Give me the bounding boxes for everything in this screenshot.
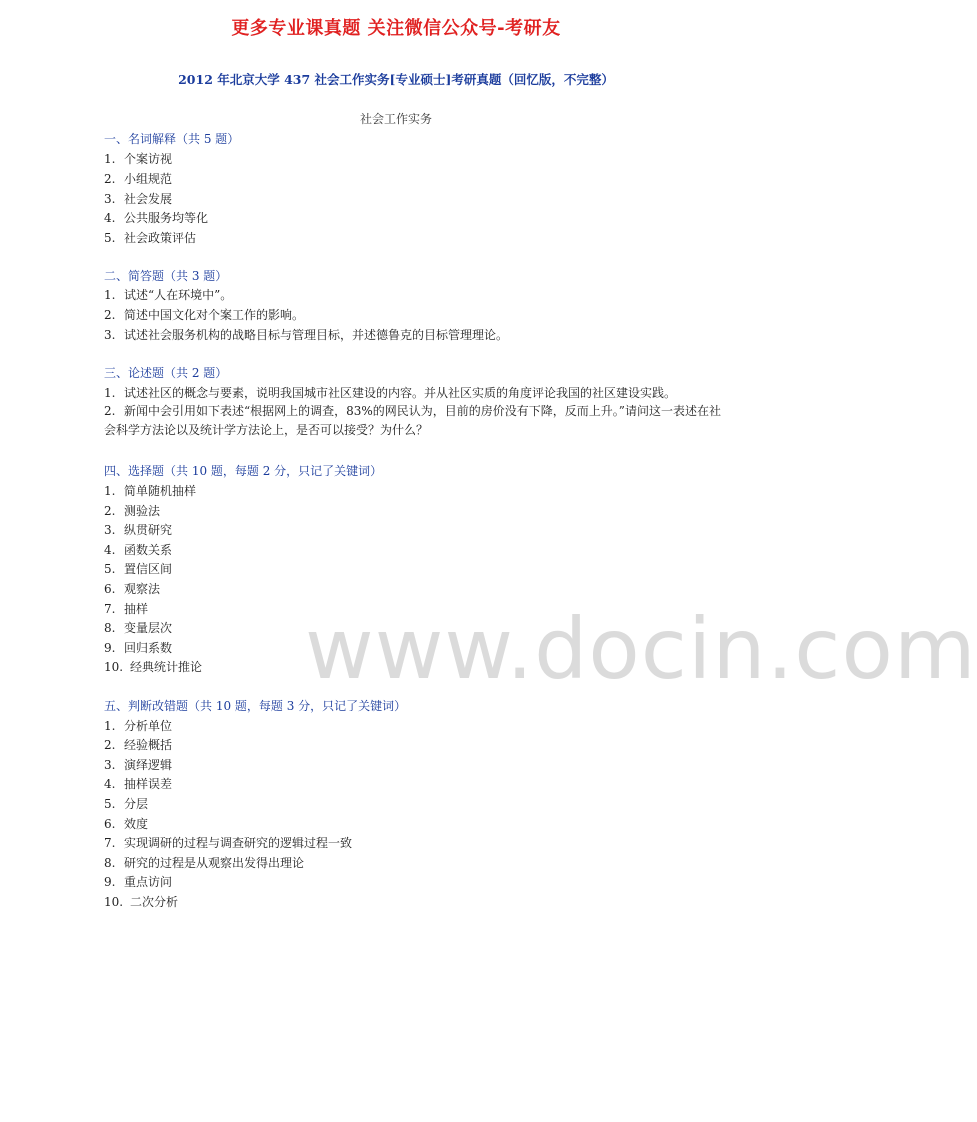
list-item: 2. 经验概括 (104, 738, 173, 752)
list-item: 1. 个案访视 (104, 152, 173, 166)
section-heading-3: 三、论述题（共 2 题） (104, 366, 228, 380)
list-item: 3. 社会发展 (104, 192, 173, 206)
list-item: 9. 回归系数 (104, 641, 173, 655)
list-item: 1. 分析单位 (104, 719, 173, 733)
list-item: 8. 变量层次 (104, 621, 173, 635)
list-item: 1. 试述社区的概念与要素，说明我国城市社区建设的内容。并从社区实质的角度评论我国的社区建设实践。 (104, 386, 677, 400)
list-item: 2. 测验法 (104, 504, 161, 518)
list-item: 7. 实现调研的过程与调查研究的逻辑过程一致 (104, 836, 353, 850)
list-item: 1. 简单随机抽样 (104, 484, 197, 498)
section-heading-5: 五、判断改错题（共 10 题，每题 3 分，只记了关键词） (104, 699, 407, 713)
list-item: 3. 试述社会服务机构的战略目标与管理目标，并述德鲁克的目标管理理论。 (104, 328, 509, 342)
list-item: 4. 抽样误差 (104, 777, 173, 791)
section-heading-2: 二、简答题（共 3 题） (104, 269, 228, 283)
document-title: 2012 年北京大学 437 社会工作实务[专业硕士]考研真题（回忆版，不完整） (178, 72, 614, 87)
promo-banner: 更多专业课真题 关注微信公众号-考研友 (231, 18, 561, 39)
list-item: 4. 公共服务均等化 (104, 211, 209, 225)
list-item: 5. 置信区间 (104, 562, 173, 576)
watermark: www.docin.com (305, 600, 977, 698)
list-item-paragraph: 2. 新闻中会引用如下表述“根据网上的调查，83%的网民认为，目前的房价没有下降，反而上升。”请问这一表述在社会科学方法论以及统计学方法论上，是否可以接受？为什么？ (104, 404, 721, 437)
section-heading-1: 一、名词解释（共 5 题） (104, 132, 240, 146)
list-item: 2. 小组规范 (104, 172, 173, 186)
list-item: 6. 效度 (104, 817, 149, 831)
list-item: 6. 观察法 (104, 582, 161, 596)
list-item: 1. 试述“人在环境中”。 (104, 288, 233, 302)
list-item: 10. 经典统计推论 (104, 660, 203, 674)
list-item: 8. 研究的过程是从观察出发得出理论 (104, 856, 305, 870)
subject-heading: 社会工作实务 (359, 112, 432, 126)
list-item: 3. 纵贯研究 (104, 523, 173, 537)
list-item: 9. 重点访问 (104, 875, 173, 889)
list-item: 10. 二次分析 (104, 895, 179, 909)
list-item: 2. 简述中国文化对个案工作的影响。 (104, 308, 305, 322)
list-item: 4. 函数关系 (104, 543, 173, 557)
list-item: 5. 分层 (104, 797, 149, 811)
list-item: 7. 抽样 (104, 602, 149, 616)
list-item: 3. 演绎逻辑 (104, 758, 173, 772)
list-item: 5. 社会政策评估 (104, 231, 197, 245)
section-heading-4: 四、选择题（共 10 题，每题 2 分，只记了关键词） (104, 464, 383, 478)
